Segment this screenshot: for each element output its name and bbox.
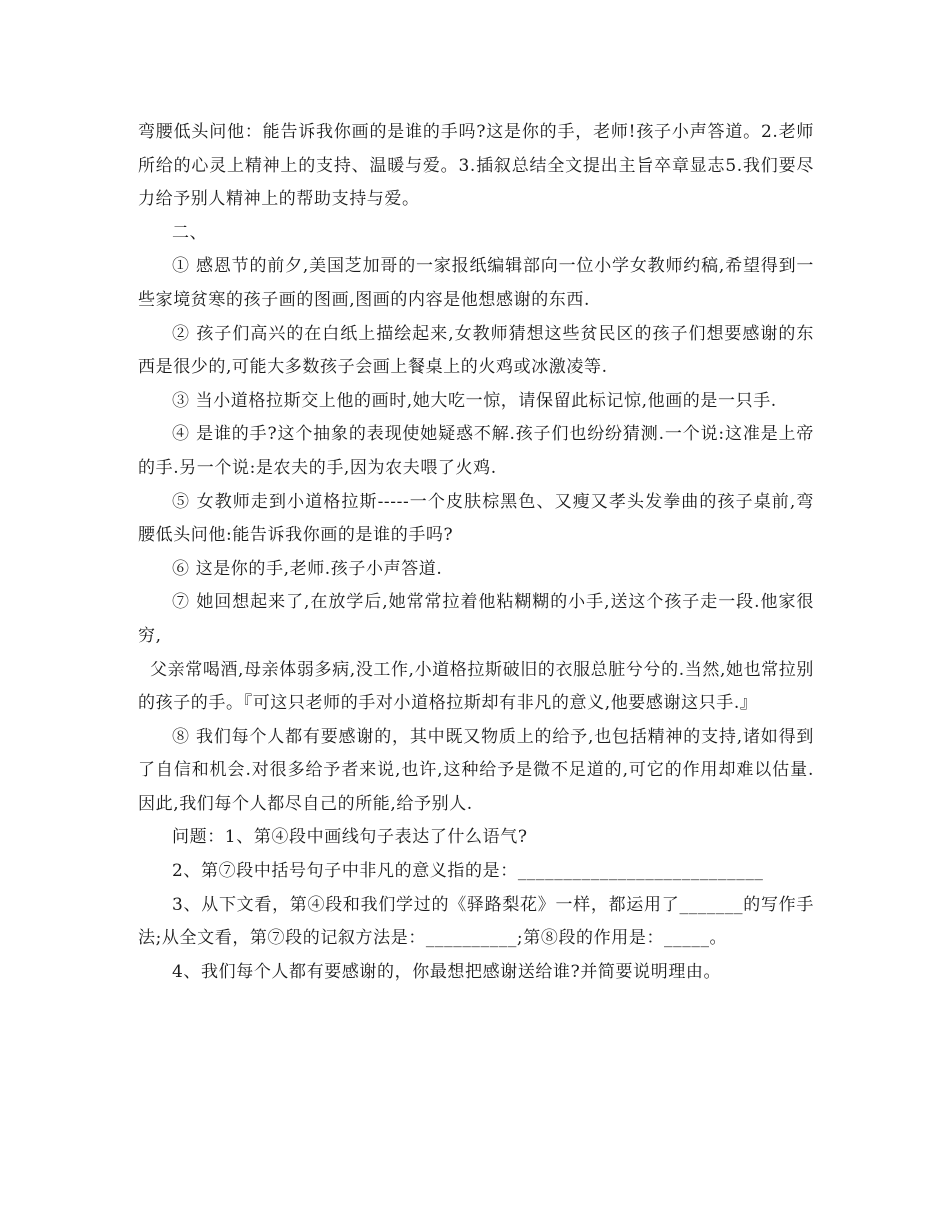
passage-paragraph-3: ③ 当小道格拉斯交上他的画时,她大吃一惊，请保留此标记惊,他画的是一只手. <box>172 390 777 411</box>
passage-paragraph-7: ⑦ 她回想起来了,在放学后,她常常拉着他粘糊糊的小手,送这个孩子走一段.他家很穷, <box>138 592 814 646</box>
passage-paragraph-5: ⑤ 女教师走到小道格拉斯-----一个皮肤棕黑色、又瘦又孝头发拳曲的孩子桌前,弯腰低头问他:能告诉我你画的是谁的手吗? <box>138 491 814 546</box>
answer-continuation-paragraph: 弯腰低头问他：能告诉我你画的是谁的手吗?这是你的手，老师!孩子小声答道。2.老师所给的心灵上精神上的支持、温暖与爱。3.插叙总结全文提出主旨卒章显志5.我们要尽力给予别人精神上的帮助支持与爱。 <box>138 122 814 210</box>
passage-paragraph-7-continued: 父亲常喝酒,母亲体弱多病,没工作,小道格拉斯破旧的衣服总脏兮兮的.当然,她也常拉别的孩子的手。『可这只老师的手对小道格拉斯却有非凡的意义,他要感谢这只手.』 <box>138 659 814 714</box>
passage-paragraph-8: ⑧ 我们每个人都有要感谢的，其中既又物质上的给予,也包括精神的支持,诸如得到了自信和机会.对很多给予者来说,也许,这种给予是微不足道的,可它的作用却难以估量.因此,我们每个人都尽自己的所能,给予别人. <box>138 726 814 814</box>
passage-paragraph-1: ① 感恩节的前夕,美国芝加哥的一家报纸编辑部向一位小学女教师约稿,希望得到一些家境贫寒的孩子画的图画,图画的内容是他想感谢的东西. <box>138 256 814 310</box>
question-4: 4、我们每个人都有要感谢的，你最想把感谢送给谁?并简要说明理由。 <box>172 961 722 982</box>
document-body <box>138 116 814 989</box>
passage-paragraph-4: ④ 是谁的手?这个抽象的表现使她疑惑不解.孩子们也纷纷猜测.一个说:这准是上帝的手.另一个说:是农夫的手,因为农夫喂了火鸡. <box>138 424 814 478</box>
passage-paragraph-2: ② 孩子们高兴的在白纸上描绘起来,女教师猜想这些贫民区的孩子们想要感谢的东西是很少的,可能大多数孩子会画上餐桌上的火鸡或冰激凌等. <box>138 323 814 378</box>
question-2: 2、第⑦段中括号句子中非凡的意义指的是：___________________________ <box>172 861 764 882</box>
question-3: 3、从下文看，第④段和我们学过的《驿路梨花》一样，都运用了_______的写作手法;从全文看，第⑦段的记叙方法是：__________;第⑧段的作用是：_____。 <box>138 894 814 949</box>
question-1: 问题：1、第④段中画线句子表达了什么语气? <box>172 827 528 848</box>
passage-paragraph-6: ⑥ 这是你的手,老师.孩子小声答道. <box>172 558 443 579</box>
section-heading: 二、 <box>172 222 208 243</box>
